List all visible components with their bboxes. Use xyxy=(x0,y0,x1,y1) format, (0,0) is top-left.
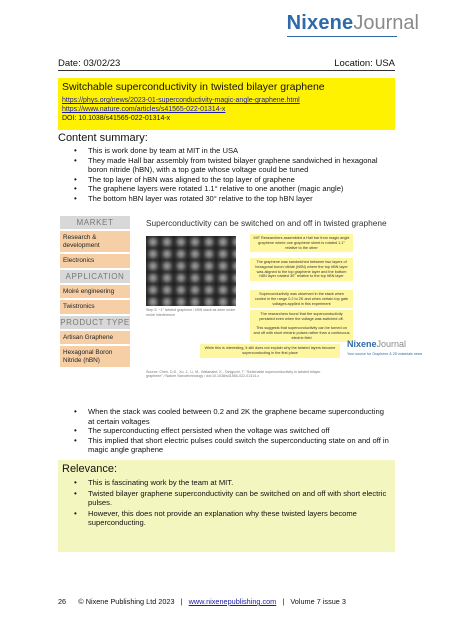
mini-logo-tagline: Your source for Graphene & 2D materials news xyxy=(347,352,423,356)
info-box-6: While this is interesting, it still does not explain why the twisted layers become superconducting in the first place xyxy=(200,344,340,358)
footer-separator: | xyxy=(282,597,285,606)
footer-copyright: © Nixene Publishing Ltd 2023 xyxy=(78,597,175,606)
summary-list xyxy=(72,146,392,204)
logo-word-nixene: Nixene xyxy=(286,12,354,34)
info-box-1: MIT Researchers assembled a Hall bar from magic angle graphene where one graphene sheet is rotated 1.1° relative to the other xyxy=(250,234,353,252)
market-heading: MARKET xyxy=(60,216,130,229)
product-type-heading: PRODUCT TYPE xyxy=(60,317,130,327)
logo-underline xyxy=(287,36,397,37)
list-item: • The bottom hBN layer was rotated 30° relative to the top hBN layer xyxy=(72,194,392,204)
page-footer xyxy=(58,597,398,606)
info-box-4: The researchers found that the superconductivity persisted even when the voltage was switched off. xyxy=(250,310,353,324)
mini-logo-word2: Journal xyxy=(376,339,407,349)
product-type-item: Artisan Graphene xyxy=(60,331,130,345)
application-item: Twistronics xyxy=(60,300,130,314)
list-item: • The top layer of hBN was aligned to the top layer of graphene xyxy=(72,175,392,185)
list-item: • The graphene layers were rotated 1.1° relative to one another (magic angle) xyxy=(72,184,392,194)
figure-caption: Step 3: ~1° twisted graphene / hBN stack as seen under moiré interference xyxy=(146,308,236,317)
market-sidebar xyxy=(60,216,130,386)
location-label: Location: USA xyxy=(334,58,395,69)
list-item: • However, this does not provide an explanation why these twisted layers become superconducting. xyxy=(72,509,391,528)
article-title: Switchable superconductivity in twisted bilayer graphene xyxy=(62,81,325,93)
date-location-bar xyxy=(58,57,395,71)
relevance-heading: Relevance: xyxy=(62,463,118,475)
info-box-2: The graphene was sandwiched between two layers of hexagonal boron nitride (hBN) where the top hBN layer was aligned to the top graphene layer and the bottom hBN layer rotated 30° relative to the top hBN layer xyxy=(250,258,353,281)
relevance-list xyxy=(72,478,391,528)
list-item: • This is work done by team at MIT in the USA xyxy=(72,146,392,156)
mini-logo-word1: Nixene xyxy=(347,339,377,349)
figure-title: Superconductivity can be switched on and off in twisted graphene xyxy=(146,218,387,228)
figure-source: Source: Chen, D.D., Xu, J., Li, M., Watanabe, K., Taniguchi, T. "Switchable superconductivity in twisted bilayer graphene" / Nature Nanotechnology / doi:10.1038/s41565-022-01314-x xyxy=(146,370,321,379)
article-link-physorg[interactable]: https://phys.org/news/2023-01-superconductivity-magic-angle-graphene.html xyxy=(62,97,300,104)
list-item: • They made Hall bar assembly from twisted bilayer graphene sandwiched in hexagonal boron nitride (hBN), with a top gate whose voltage could be tuned xyxy=(72,156,392,175)
list-item: • This implied that short electric pulses could switch the superconducting state on and off in magic angle graphene xyxy=(72,436,392,455)
page-number: 26 xyxy=(58,597,67,606)
content-summary-heading: Content summary: xyxy=(58,132,148,144)
article-title-box xyxy=(58,78,395,130)
article-link-nature[interactable]: https://www.nature.com/articles/s41565-022-01314-x xyxy=(62,106,226,113)
footer-website-link[interactable]: www.nixenepublishing.com xyxy=(188,597,277,606)
footer-volume: Volume 7 issue 3 xyxy=(290,597,346,606)
info-box-3: Superconductivity was observed in the stack when cooled in the range 0.2 to 2K and when certain top gate voltages applied in this experiment xyxy=(250,290,353,308)
list-item: • This is fascinating work by the team at MIT. xyxy=(72,478,391,488)
market-item: Electronics xyxy=(60,254,130,268)
list-item: • When the stack was cooled between 0.2 and 2K the graphene became superconducting at certain voltages xyxy=(72,407,392,426)
footer-separator: | xyxy=(180,597,183,606)
mini-logo xyxy=(347,334,422,356)
list-item: • The superconducting effect persisted when the voltage was switched off xyxy=(72,426,392,436)
logo-word-journal: Journal xyxy=(353,12,419,34)
date-label: Date: 03/02/23 xyxy=(58,58,121,69)
application-item: Moiré engineering xyxy=(60,285,130,299)
product-type-item: Hexagonal Boron Nitride (hBN) xyxy=(60,346,130,367)
info-box-5: This suggests that superconductivity can be turned on and off with short electric pulses rather than a continuous electric field xyxy=(250,324,353,342)
article-doi: DOI: 10.1038/s41565-022-01314-x xyxy=(62,115,171,122)
list-item: • Twisted bilayer graphene superconductivity can be switched on and off with short electric pulses. xyxy=(72,489,391,508)
summary-list-continued xyxy=(72,407,392,455)
relevance-box xyxy=(58,460,395,552)
moire-graphene-image xyxy=(146,236,236,306)
application-heading: APPLICATION xyxy=(60,270,130,283)
market-item: Research & development xyxy=(60,231,130,252)
journal-logo xyxy=(287,12,419,37)
